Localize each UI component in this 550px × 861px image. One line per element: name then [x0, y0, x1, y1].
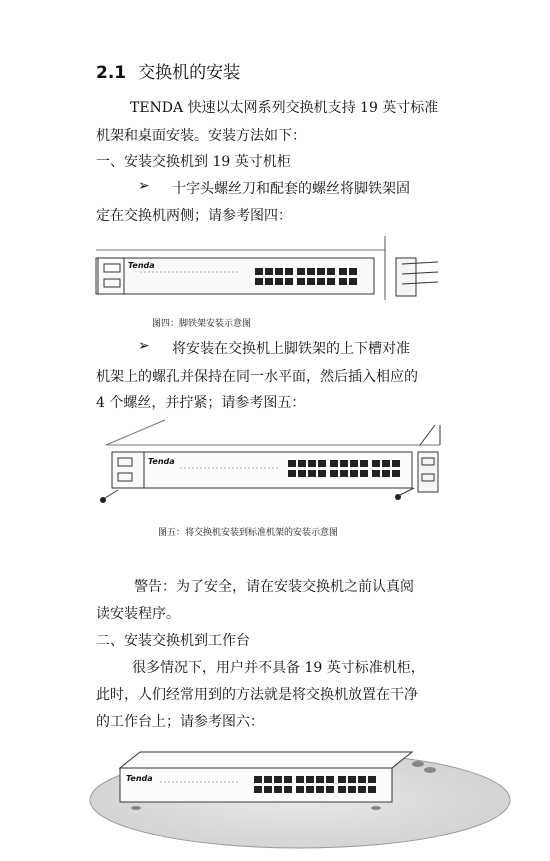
step2-line-3: 4 个螺丝，并拧紧；请参考图五：: [96, 395, 306, 411]
step1-line-2: 定在交换机两侧；请参考图四：: [96, 208, 292, 224]
brand-logo: Tenda: [126, 774, 153, 783]
section-title: 交换机的安装: [138, 63, 241, 83]
intro-line-1: TENDA 快速以太网系列交换机支持 19 英寸标准: [130, 100, 439, 116]
part1-heading: 一、安装交换机到 19 英寸机柜: [96, 154, 291, 170]
bullet-arrow-icon: ➢: [138, 178, 150, 194]
step2-line-1: 将安装在交换机上脚铁架的上下槽对准: [172, 341, 410, 357]
warning-label: 警告: [134, 579, 162, 595]
step1-line-1: 十字头螺丝刀和配套的螺丝将脚铁架固: [172, 181, 410, 197]
part2-heading: 二、安装交换机到工作台: [96, 633, 250, 649]
step2-line-2: 机架上的螺孔并保持在同一水平面，然后插入相应的: [96, 369, 418, 385]
warning-line-2: 读安装程序。: [96, 606, 180, 622]
part2-line-2: 此时，人们经常用到的方法就是将交换机放置在干净: [96, 687, 418, 703]
part2-line-1: 很多情况下，用户并不具备 19 英寸标准机柜，: [132, 660, 425, 676]
warning-line-1: 警告：为了安全，请在安装交换机之前认真阅: [134, 579, 414, 595]
section-number: 2.1: [96, 63, 127, 83]
part2-line-3: 的工作台上；请参考图六：: [96, 714, 264, 730]
intro-line-2: 机架和桌面安装。安装方法如下：: [96, 128, 306, 144]
brand-logo: Tenda: [148, 457, 175, 466]
bullet-arrow-icon: ➢: [138, 338, 150, 354]
brand-logo: Tenda: [128, 261, 155, 270]
figure-4-caption: 图四：脚铁架安装示意图: [152, 319, 252, 329]
figure-5-caption: 图五：将交换机安装到标准机架的安装示意图: [158, 528, 339, 538]
